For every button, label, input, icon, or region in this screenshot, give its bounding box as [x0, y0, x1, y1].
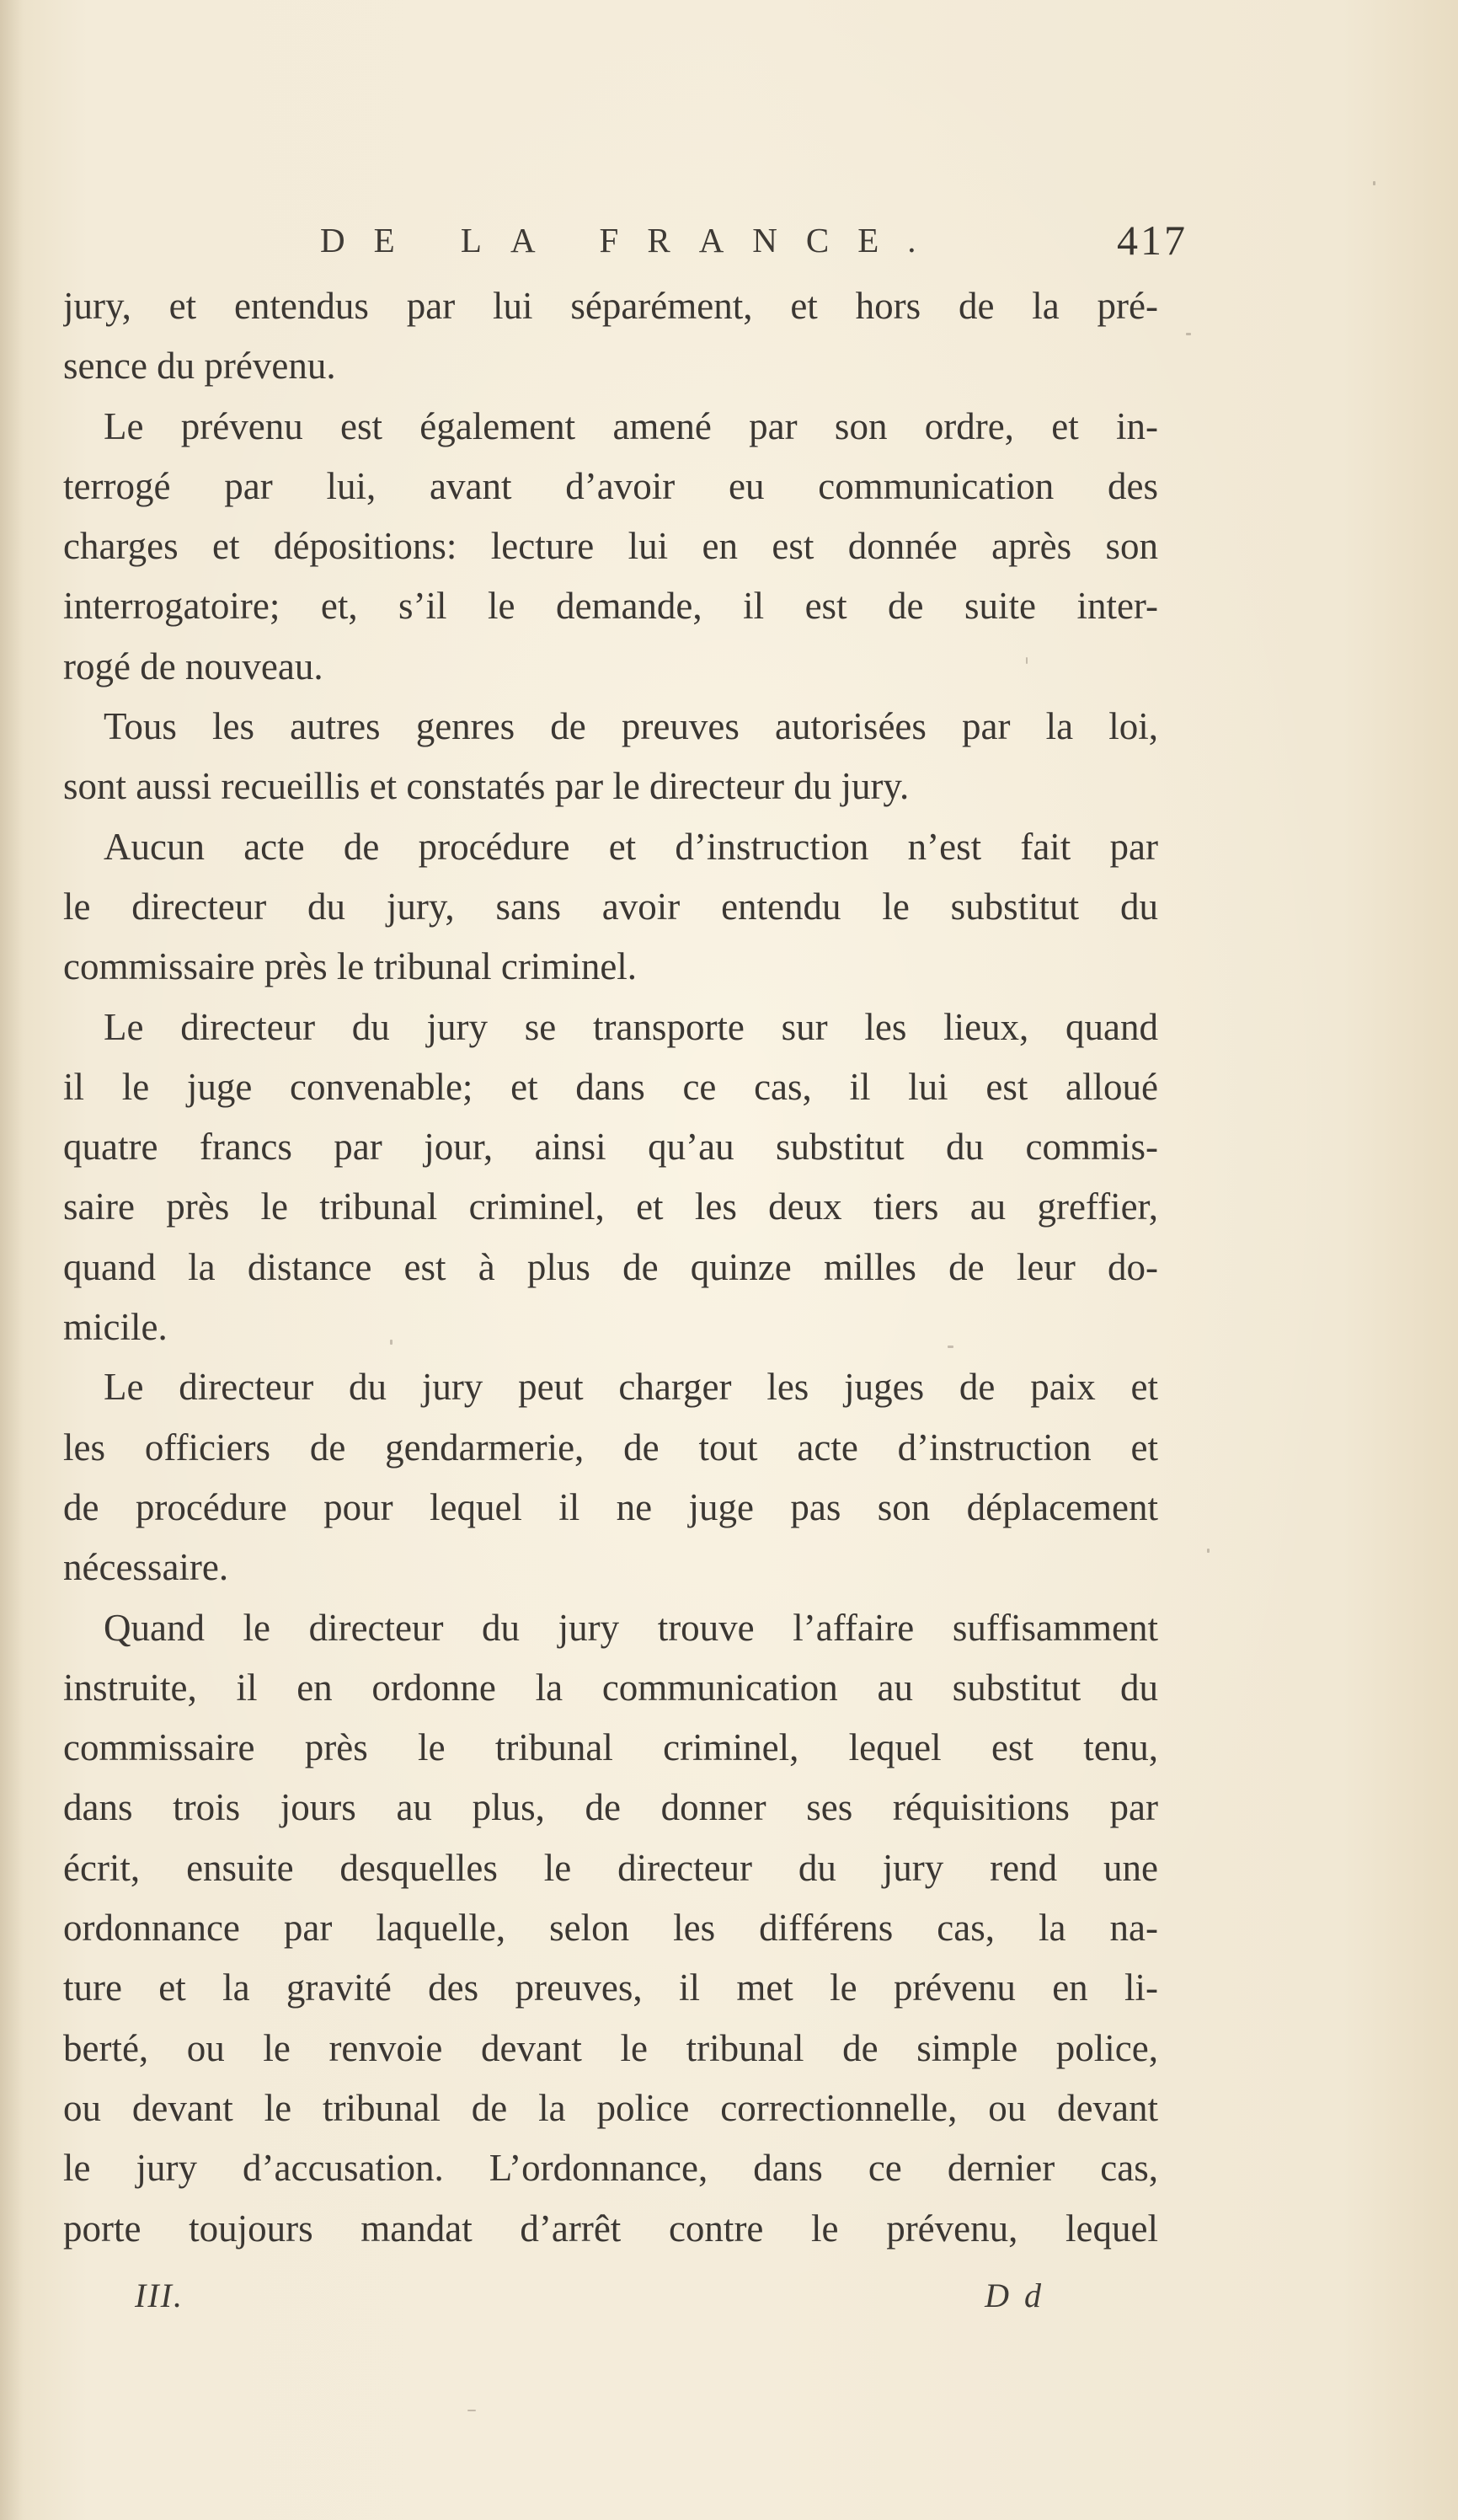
text-line: le directeur du jury, sans avoir entendu le substitut du — [63, 885, 1158, 928]
text-line: sont aussi recueillis et constatés par le directeur du jury. — [63, 765, 910, 808]
text-line: sence du prévenu. — [63, 345, 336, 388]
text-line: jury, et entendus par lui séparément, et hors de la pré- — [63, 285, 1158, 327]
text-line: ou devant le tribunal de la police correctionnelle, ou devant — [63, 2086, 1158, 2129]
text-line: de procédure pour lequel il ne juge pas son déplacement — [63, 1485, 1158, 1528]
page-number: 417 — [1117, 217, 1188, 264]
text-line: commissaire près le tribunal criminel. — [63, 945, 638, 988]
paper-speck — [1373, 181, 1375, 185]
paper-speck — [1186, 333, 1191, 335]
text-line: écrit, ensuite desquelles le directeur du jury rend une — [63, 1846, 1158, 1889]
spine-shadow — [0, 0, 24, 2520]
text-line: nécessaire. — [63, 1546, 229, 1589]
text-line: porte toujours mandat d’arrêt contre le prévenu, lequel — [63, 2207, 1158, 2250]
text-line: interrogatoire; et, s’il le demande, il est de suite inter- — [63, 585, 1158, 628]
text-line: micile. — [63, 1306, 168, 1349]
paper-speck — [948, 1346, 953, 1348]
text-line: le jury d’accusation. L’ordonnance, dans ce dernier cas, — [63, 2147, 1158, 2190]
text-line: saire près le tribunal criminel, et les deux tiers au greffier, — [63, 1185, 1158, 1228]
text-line: Tous les autres genres de preuves autorisées par la loi, — [104, 705, 1158, 748]
text-line: Le directeur du jury peut charger les juges de paix et — [104, 1366, 1158, 1409]
text-line: dans trois jours au plus, de donner ses réquisitions par — [63, 1786, 1158, 1829]
body-text — [63, 276, 1158, 2259]
text-line: il le juge convenable; et dans ce cas, il lui est alloué — [63, 1065, 1158, 1108]
text-line: quatre francs par jour, ainsi qu’au substitut du commis- — [63, 1126, 1158, 1169]
text-line: berté, ou le renvoie devant le tribunal de simple police, — [63, 2026, 1158, 2069]
text-line: Le prévenu est également amené par son ordre, et in- — [104, 404, 1158, 447]
gathering-signature: D d — [985, 2277, 1044, 2314]
text-line: charges et dépositions: lecture lui en est donnée après son — [63, 525, 1158, 568]
text-line: terrogé par lui, avant d’avoir eu communication des — [63, 464, 1158, 507]
paper-speck — [1026, 657, 1028, 664]
text-line: les officiers de gendarmerie, de tout acte d’instruction et — [63, 1426, 1158, 1469]
text-line: rogé de nouveau. — [63, 645, 323, 688]
page-header — [67, 211, 1188, 270]
paper-speck — [390, 1340, 393, 1345]
page-footer — [135, 2266, 1044, 2325]
paper-speck — [467, 2410, 476, 2411]
text-line: Le directeur du jury se transporte sur les lieux, quand — [104, 1005, 1158, 1048]
text-line: quand la distance est à plus de quinze milles de leur do- — [63, 1245, 1158, 1288]
text-line: Quand le directeur du jury trouve l’affaire suffisamment — [104, 1606, 1158, 1649]
paper-speck — [1207, 1549, 1210, 1553]
text-line: instruite, il en ordonne la communication au substitut du — [63, 1666, 1158, 1709]
text-line: Aucun acte de procédure et d’instruction n’est fait par — [104, 825, 1158, 868]
text-line: ordonnance par laquelle, selon les différens cas, la na- — [63, 1907, 1158, 1950]
running-head: DE LA FRANCE. — [320, 221, 945, 259]
volume-signature: III. — [135, 2277, 184, 2314]
text-line: ture et la gravité des preuves, il met le prévenu en li- — [63, 1966, 1158, 2009]
text-line: commissaire près le tribunal criminel, lequel est tenu, — [63, 1726, 1158, 1769]
